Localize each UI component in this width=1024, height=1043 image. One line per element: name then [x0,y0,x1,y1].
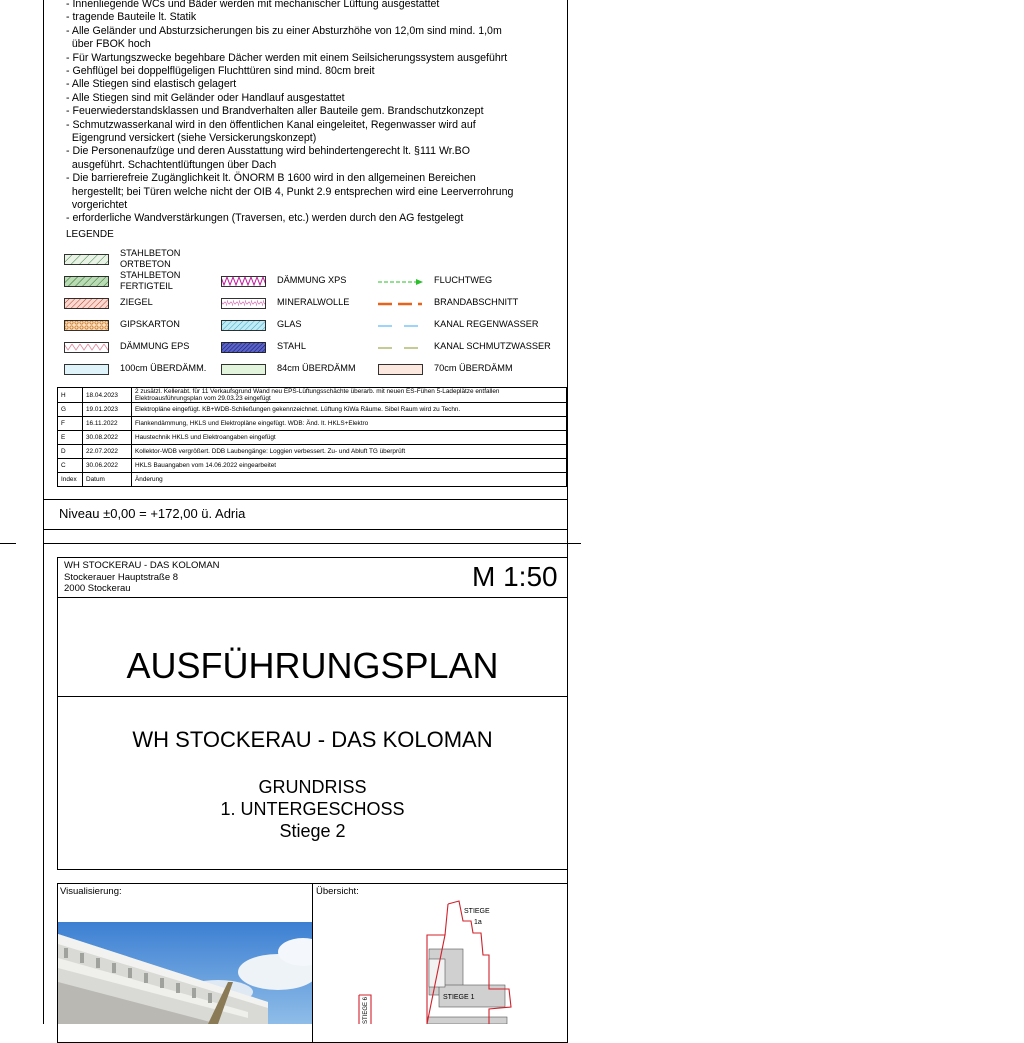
visualisierung-label: Visualisierung: [60,886,122,897]
titleblock-address-city: 2000 Stockerau [64,583,131,594]
revision-date: Datum [83,473,132,487]
fill-100cm-swatch-icon [64,364,110,376]
titleblock-project-name: WH STOCKERAU - DAS KOLOMAN [64,560,220,571]
revision-index: F [58,417,83,431]
revision-date: 18.04.2023 [83,388,132,403]
legend-label: 70cm ÜBERDÄMM [434,363,513,373]
note-line: - Alle Stiegen sind mit Geländer oder Handlauf ausgestattet [66,91,345,104]
note-line: - Alle Geländer und Absturzsicherungen bis zu einer Absturzhöhe von 12,0m sind mind. 1,0m [66,24,502,37]
overview-label-stiege-1: STIEGE 1 [443,994,475,1001]
legend-label: KANAL SCHMUTZWASSER [434,341,551,351]
frame-right-border [567,0,568,1024]
legend-label: DÄMMUNG EPS [120,341,190,351]
legend-title: LEGENDE [66,229,114,240]
uebersicht-label: Übersicht: [316,886,359,897]
revision-index: D [58,445,83,459]
titleblock-plan-type: AUSFÜHRUNGSPLAN [126,645,499,686]
legend-label: FLUCHTWEG [434,275,493,285]
line-fluchtweg-icon [378,276,424,288]
revision-row [58,403,567,417]
note-line: Eigengrund versickert (siehe Versickerungskonzept) [66,132,317,144]
legend-label: GLAS [277,319,302,329]
note-line: - Die Personenaufzüge und deren Ausstattung wird behindertengerecht lt. §111 Wr.BO [66,145,470,158]
note-line: vorgerichtet [66,199,128,211]
hatch-xps-swatch-icon [221,276,267,288]
revision-row [58,459,567,473]
note-line: - Schmutzwasserkanal wird in den öffentlichen Kanal eingeleitet, Regenwasser wird auf [66,118,476,131]
revision-text: 2 zusätzl. Kellerabt. für 11 Verkaufsgrund Wand neu EPS-Lüftungsschächte überarb. mit neuen ES-Fühen 5-Ladeplätze entfallen Elektroausführungsplan vom 29.03.23 eingefügt [132,388,567,403]
revision-date: 19.01.2023 [83,403,132,417]
niveau-bottom-rule [43,529,568,530]
titleblock-drawing-title-2: 1. UNTERGESCHOSS [220,799,405,819]
hatch-stahl-swatch-icon [221,342,267,354]
revision-index: H [58,388,83,403]
uebersicht-site-plan [313,895,567,1024]
note-line: - Für Wartungszwecke begehbare Dächer werden mit einem Seilsicherungssystem ausgeführt [66,51,508,64]
revision-text: Änderung [132,473,567,487]
niveau-top-rule [43,499,568,500]
visualisierung-image [58,922,312,1024]
revision-row [58,417,567,431]
revision-date: 22.07.2022 [83,445,132,459]
note-line: - Feuerwiederstandsklassen und Brandverhalten aller Bauteile gem. Brandschutzkonzept [66,105,484,118]
overview-label-stiege-6: STIEGE 6 [363,996,369,1024]
titleblock-scale: M 1:50 [472,561,558,592]
titleblock-drawing-title-1: GRUNDRISS [258,777,367,797]
revision-index: G [58,403,83,417]
line-regenwasser-icon [378,320,424,332]
legend-label: BRANDABSCHNITT [434,297,519,307]
hatch-eps-swatch-icon [64,342,110,354]
legend-label: KANAL REGENWASSER [434,319,539,329]
revision-date: 30.06.2022 [83,459,132,473]
revision-date: 30.08.2022 [83,431,132,445]
legend-label: DÄMMUNG XPS [277,275,347,285]
titleblock-drawing-title-3: Stiege 2 [279,821,346,841]
legend-label: MINERALWOLLE [277,297,350,307]
legend-label: STAHL [277,341,306,351]
revision-text: Haustechnik HKLS und Elektroangaben eingefügt [132,431,567,445]
legend-label: STAHLBETON FERTIGTEIL [120,270,181,291]
cut-line [43,543,581,544]
overview-label-stiege-1a-number: 1a [474,919,482,926]
fill-84cm-swatch-icon [221,364,267,376]
line-brandabschnitt-icon [378,298,424,310]
frame-left-border [43,0,44,1024]
hatch-gipskarton-swatch-icon [64,320,110,332]
note-line: - Alle Stiegen sind elastisch gelagert [66,78,237,91]
revision-row [58,431,567,445]
revision-index: C [58,459,83,473]
legend-label: STAHLBETON ORTBETON [120,248,181,269]
legend-label: ZIEGEL [120,297,153,307]
legend-label: 84cm ÜBERDÄMM [277,363,356,373]
revision-index: Index [58,473,83,487]
revision-index: E [58,431,83,445]
revision-text: Elektropläne eingefügt. KB+WDB-Schließungen gekennzeichnet. Lüftung KiWa Räume. Sibel Raum wird zu Techn. [132,403,567,417]
note-line: - Die barrierefreie Zugänglichkeit lt. ÖNORM B 1600 wird in den allgemeinen Bereichen [66,172,476,185]
revision-row [58,388,567,403]
legend-label: GIPSKARTON [120,319,180,329]
fill-70cm-swatch-icon [378,364,424,376]
note-line: - erforderliche Wandverstärkungen (Traversen, etc.) werden durch den AG festgelegt [66,212,464,225]
hatch-mineralwolle-swatch-icon [221,298,267,310]
note-line: - Innenliegende WCs und Bäder werden mit mechanischer Lüftung ausgestattet [66,0,440,10]
hatch-ortbeton-swatch-icon [64,254,110,266]
hatch-ziegel-swatch-icon [64,298,110,310]
hatch-fertigteil-swatch-icon [64,276,110,288]
note-line: über FBOK hoch [66,38,151,51]
note-line: hergestellt; bei Türen welche nicht der OIB 4, Punkt 2.9 entsprechen wird eine Leerverrohrung [66,185,514,198]
revision-row [58,473,567,487]
revision-text: Kollektor-WDB vergrößert. DDB Laubengänge: Loggien verbessert. Zu- und Abluft TG überprüft [132,445,567,459]
hatch-glas-swatch-icon [221,320,267,332]
titleblock-address-street: Stockerauer Hauptstraße 8 [64,572,179,583]
note-line: ausgeführt. Schachtentlüftungen über Dach [66,158,277,171]
legend-label: 100cm ÜBERDÄMM. [120,363,207,373]
revision-text: Flankendämmung, HKLS und Elektropläne eingefügt. WDB: Änd. lt. HKLS+Elektro [132,417,567,431]
niveau-text: Niveau ±0,00 = +172,00 ü. Adria [59,506,246,521]
line-schmutzwasser-icon [378,342,424,354]
titleblock-project-title: WH STOCKERAU - DAS KOLOMAN [132,727,493,752]
revision-row [58,445,567,459]
note-line: - Gehflügel bei doppelflügeligen Fluchttüren sind mind. 80cm breit [66,65,375,77]
revision-text: HKLS Bauangaben vom 14.06.2022 eingearbeitet [132,459,567,473]
revision-table [57,387,567,487]
note-line: - tragende Bauteile lt. Statik [66,11,197,24]
overview-label-stiege-1a: STIEGE [464,908,490,915]
revision-date: 16.11.2022 [83,417,132,431]
cut-line-left [0,543,16,544]
